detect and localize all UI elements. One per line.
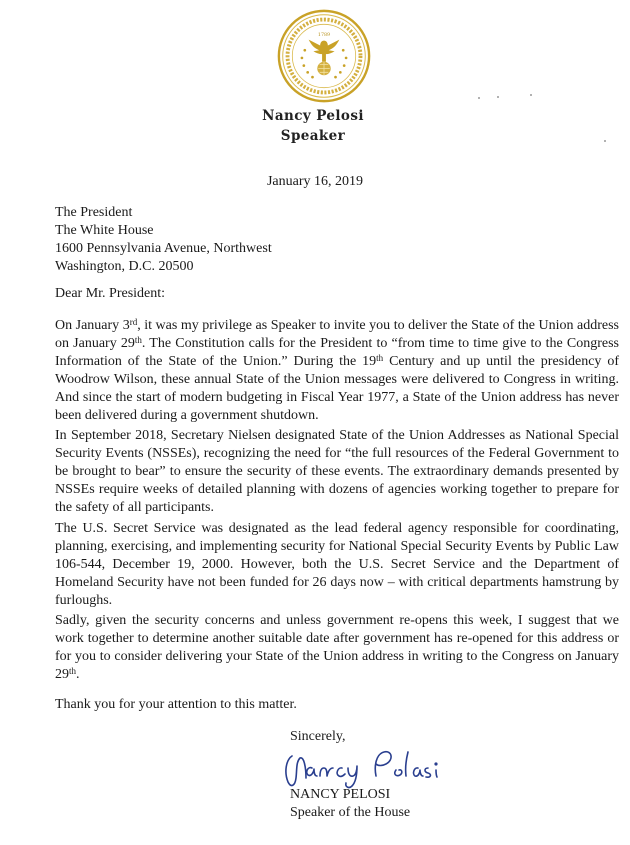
scan-speck (530, 94, 532, 96)
recipient-address (55, 204, 272, 276)
letter-date: January 16, 2019 (266, 174, 364, 189)
letterhead-name: Nancy Pelosi (262, 108, 364, 124)
signer-name: NANCY PELOSI (290, 787, 391, 802)
scan-speck (604, 140, 606, 142)
paragraph-thanks: Thank you for your attention to this matter. (55, 697, 297, 712)
scan-speck (497, 96, 499, 98)
signer-title: Speaker of the House (290, 805, 411, 820)
letterhead-title: Speaker (280, 128, 346, 144)
closing: Sincerely, (290, 729, 346, 744)
seal-year: 1789 (317, 32, 331, 38)
scan-speck (478, 97, 480, 99)
address-line: The White House (55, 223, 154, 238)
speaker-seal-icon (276, 8, 372, 104)
paragraph-invitation: On January 3rd, it was my privilege as Speaker to invite you to deliver the State of the Union address on January 29th. The Constitution calls for the President to “from time to time give to the Congress Information of the State of the Union.” During the 19th Century and up until the presidency of Woodrow Wilson, these annual State of the Union messages were delivered to Congress in writing. And since the start of modern budgeting in Fiscal Year 1977, a State of the Union address has never been delivered during a government shutdown. (55, 317, 619, 423)
address-line: The President (55, 205, 133, 220)
address-line: Washington, D.C. 20500 (55, 259, 194, 274)
paragraph-secret-service: The U.S. Secret Service was designated as the lead federal agency responsible for coordinating, planning, exercising, and implementing security for National Special Security Events by Public Law 106-544, December 19, 2000. However, both the U.S. Secret Service and the Department of Homeland Security have not been funded for 26 days now – with critical departments hamstrung by furloughs. (55, 521, 619, 608)
paragraph-suggestion: Sadly, given the security concerns and unless government re-opens this week, I suggest that we work together to determine another suitable date after government has re-opened for this address or for you to consider delivering your State of the Union address in writing to the Congress on January 29th. (55, 613, 619, 682)
salutation: Dear Mr. President: (55, 286, 166, 301)
paragraph-nsse: In September 2018, Secretary Nielsen designated State of the Union Addresses as National Special Security Events (NSSEs), recognizing the need for “the full resources of the Federal Government to be brought to bear” to ensure the security of these events. The extraordinary demands presented by NSSEs require weeks of detailed planning with dozens of agencies working together to prepare for the safety of all participants. (55, 428, 619, 515)
address-line: 1600 Pennsylvania Avenue, Northwest (55, 241, 272, 256)
